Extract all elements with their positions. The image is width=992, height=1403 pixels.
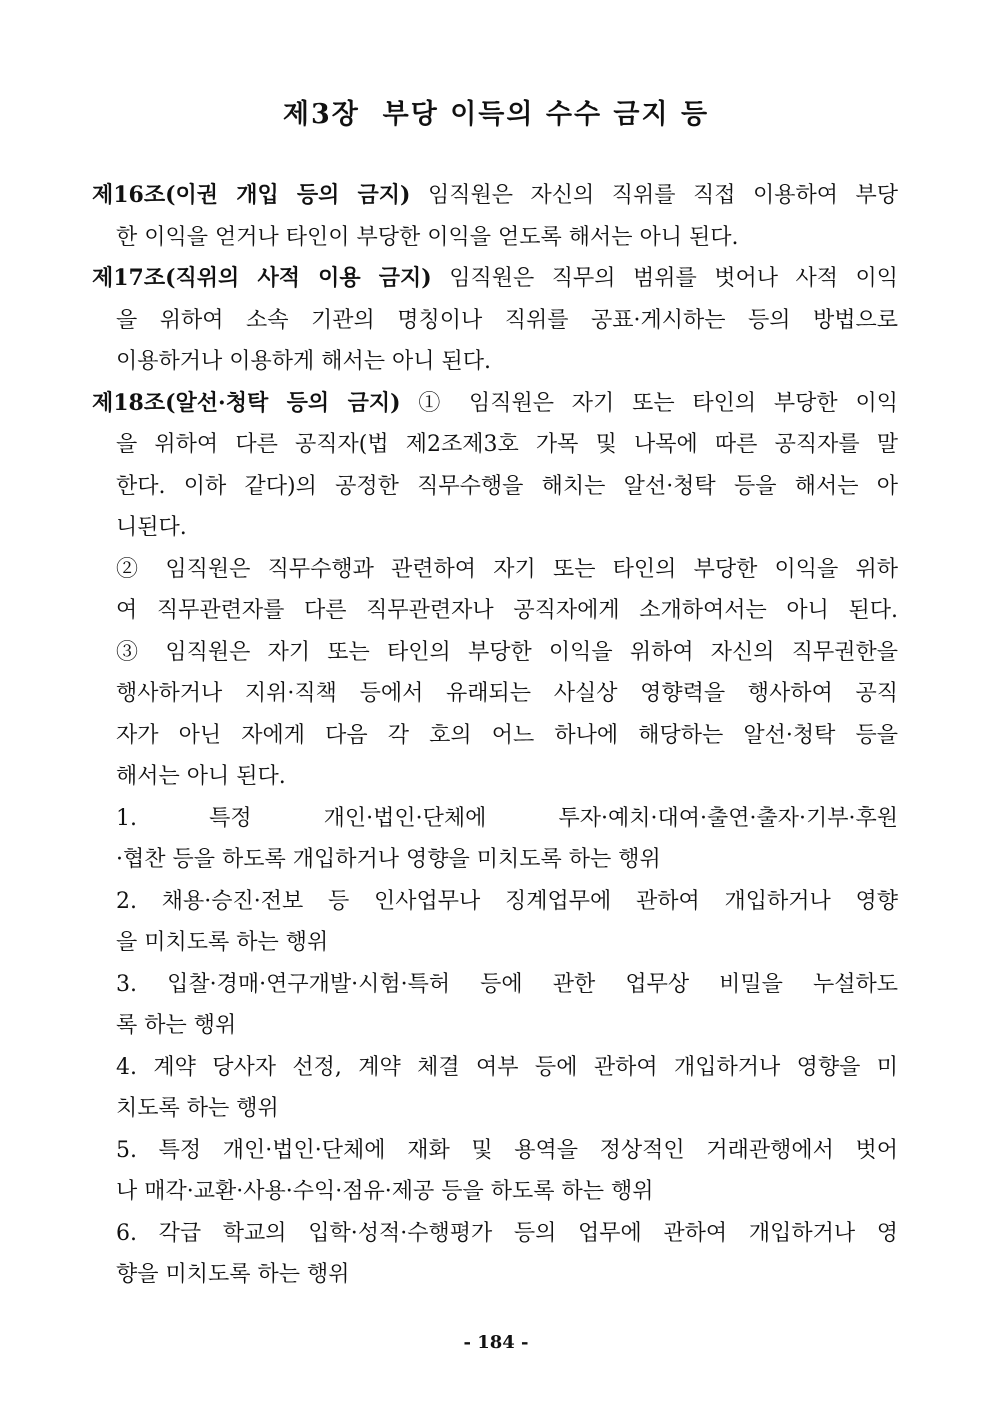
paragraph-2 (92, 549, 898, 632)
paragraph-line: 여 직무관련자를 다른 직무관련자나 공직자에게 소개하여서는 아니 된다. (116, 598, 898, 623)
article-18 (92, 383, 898, 549)
list-item-line: 2. 채용·승진·전보 등 인사업무나 징계업무에 관하여 개입하거나 영향 (116, 888, 898, 914)
list-item (92, 964, 898, 1047)
list-item (92, 881, 898, 964)
article-17 (92, 258, 898, 383)
list-item-line: 1. 특정 개인·법인·단체에 투자·예치·대여·출연·출자·기부·후원 (116, 805, 898, 831)
list-item (92, 1047, 898, 1130)
chapter-title: 제3장 부당 이득의 수수 금지 등 (282, 99, 710, 130)
article-first-line (92, 175, 898, 217)
list-item (92, 1130, 898, 1213)
list-item (92, 1213, 898, 1296)
list-item-line: 3. 입찰·경매·연구개발·시험·특허 등에 관한 업무상 비밀을 누설하도 (116, 971, 898, 997)
list-item-line: 나 매각·교환·사용·수익·점유·제공 등을 하도록 하는 행위 (116, 1179, 654, 1204)
paragraph-line: ② 임직원은 직무수행과 관련하여 자기 또는 타인의 부당한 이익을 위하 (116, 556, 898, 582)
article-line: 을 위하여 다른 공직자(법 제2조제3호 가목 및 나목에 따른 공직자를 말 (116, 432, 898, 457)
article-line: 니된다. (116, 515, 187, 540)
article-text: 임직원은 직무의 범위를 벗어나 사적 이익 (431, 266, 898, 291)
list-item-line: 치도록 하는 행위 (116, 1096, 279, 1121)
article-first-line (92, 383, 898, 425)
list-item-line: ·협찬 등을 하도록 개입하거나 영향을 미치도록 하는 행위 (116, 847, 661, 872)
article-line: 한 이익을 얻거나 타인이 부당한 이익을 얻도록 해서는 아니 된다. (116, 224, 739, 250)
article-heading: 제18조(알선·청탁 등의 금지) (92, 389, 401, 416)
article-text: ① 임직원은 자기 또는 타인의 부당한 이익 (400, 390, 898, 416)
article-line: 이용하거나 이용하게 해서는 아니 된다. (116, 349, 491, 374)
article-line: 을 위하여 소속 기관의 명칭이나 직위를 공표·게시하는 등의 방법으로 (116, 307, 898, 333)
list-item-line: 향을 미치도록 하는 행위 (116, 1262, 350, 1287)
article-text: 임직원은 자신의 직위를 직접 이용하여 부당 (410, 183, 898, 208)
list-item-line: 6. 각급 학교의 입학·성적·수행평가 등의 업무에 관하여 개입하거나 영 (116, 1220, 898, 1246)
paragraph-line: 행사하거나 지위·직책 등에서 유래되는 사실상 영향력을 행사하여 공직 (116, 681, 898, 706)
paragraph-line: 자가 아닌 자에게 다음 각 호의 어느 하나에 해당하는 알선·청탁 등을 (116, 722, 898, 748)
list-item (92, 798, 898, 881)
article-first-line (92, 258, 898, 300)
document-body (92, 175, 898, 1296)
article-16 (92, 175, 898, 258)
list-item-line: 4. 계약 당사자 선정, 계약 체결 여부 등에 관하여 개입하거나 영향을 미 (116, 1054, 898, 1080)
item-list (92, 798, 898, 1296)
list-item-line: 을 미치도록 하는 행위 (116, 930, 329, 955)
paragraph-line: 해서는 아니 된다. (116, 764, 286, 789)
paragraph-line: ③ 임직원은 자기 또는 타인의 부당한 이익을 위하여 자신의 직무권한을 (116, 639, 898, 665)
list-item-line: 록 하는 행위 (116, 1013, 237, 1038)
paragraph-3 (92, 632, 898, 798)
article-heading: 제16조(이권 개입 등의 금지) (92, 182, 411, 208)
article-heading: 제17조(직위의 사적 이용 금지) (92, 265, 432, 291)
article-line: 한다. 이하 같다)의 공정한 직무수행을 해치는 알선·청탁 등을 해서는 아 (116, 473, 898, 499)
list-item-line: 5. 특정 개인·법인·단체에 재화 및 용역을 정상적인 거래관행에서 벗어 (116, 1137, 898, 1163)
page-number: - 184 - (463, 1332, 529, 1353)
